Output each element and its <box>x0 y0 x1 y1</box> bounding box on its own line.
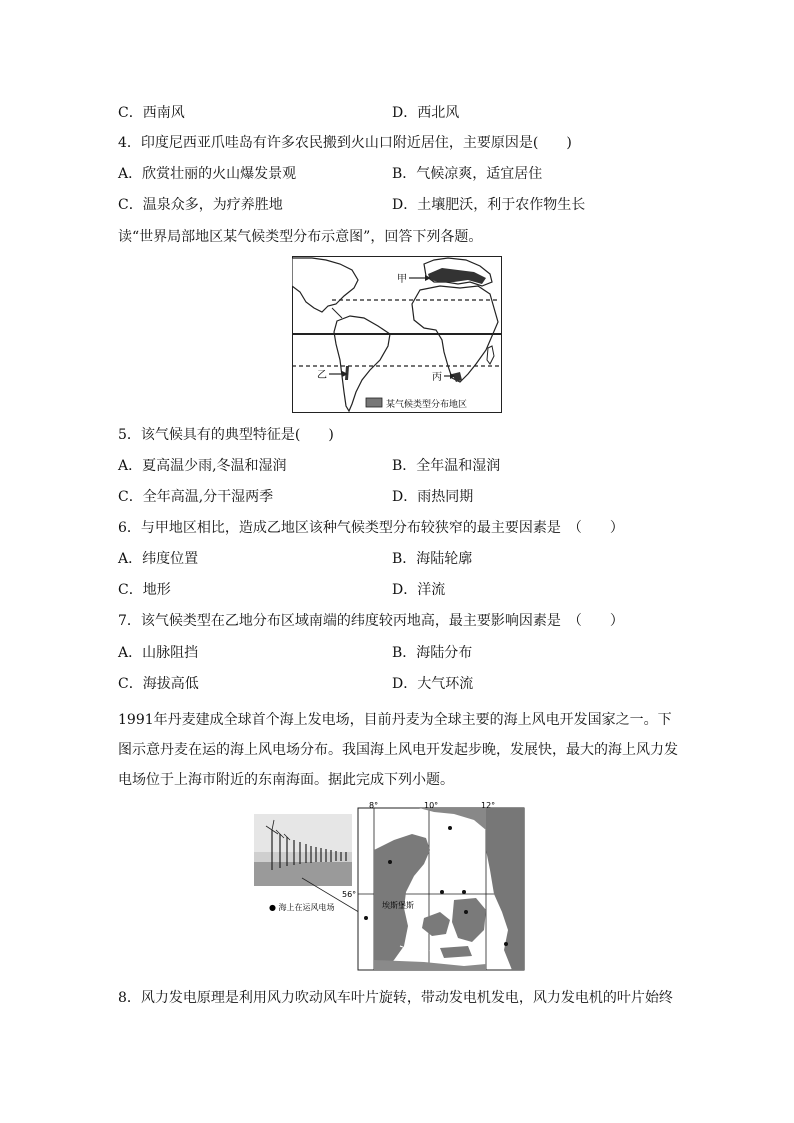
q4-stem: 4．印度尼西亚爪哇岛有许多农民搬到火山口附近居住，主要原因是( ) <box>118 135 572 151</box>
q5-option-d: D．雨热同期 <box>392 489 474 505</box>
q5-option-c: C．全年高温,分干湿两季 <box>118 489 274 505</box>
reading-intro-1: 读“世界局部地区某气候类型分布示意图”，回答下列各题。 <box>118 229 483 245</box>
legend-offshore-wind: ● 海上在运风电场 <box>269 903 335 912</box>
legend-swatch <box>366 398 382 407</box>
climate-map-figure <box>292 256 502 413</box>
q6-option-d: D．洋流 <box>392 582 446 598</box>
q3-option-d: D．西北风 <box>392 105 460 121</box>
q6-stem: 6．与甲地区相比，造成乙地区该种气候类型分布较狭窄的最主要因素是 （ ） <box>118 520 624 536</box>
city-label: 埃斯堡斯 <box>382 901 414 910</box>
denmark-map <box>358 808 524 970</box>
q7-option-c: C．海拔高低 <box>118 676 199 692</box>
q4-option-a: A．欣赏壮丽的火山爆发景观 <box>118 166 297 182</box>
q6-option-c: C．地形 <box>118 582 171 598</box>
lat-56: 56° <box>342 890 357 899</box>
lon-8: 8° <box>369 801 379 810</box>
q6-option-b: B．海陆轮廓 <box>392 551 473 567</box>
q5-stem: 5．该气候具有的典型特征是( ) <box>118 427 334 443</box>
q5-option-a: A．夏高温少雨,冬温和湿润 <box>118 458 287 474</box>
q4-option-c: C．温泉众多，为疗养胜地 <box>118 197 283 213</box>
q4-option-b: B．气候凉爽，适宜居住 <box>392 166 543 182</box>
label-jia: 甲 <box>397 274 407 285</box>
legend-text: 某气候类型分布地区 <box>386 400 468 410</box>
lon-10: 10° <box>424 801 439 810</box>
q3-option-c: C．西南风 <box>118 105 185 121</box>
denmark-wind-figure <box>254 800 526 972</box>
label-yi: 乙 <box>317 370 327 381</box>
wind-turbine-photo <box>254 814 352 886</box>
lon-12: 12° <box>481 801 496 810</box>
climate-map <box>292 256 502 413</box>
q7-option-b: B．海陆分布 <box>392 645 473 661</box>
q6-option-a: A．纬度位置 <box>118 551 199 567</box>
q5-option-b: B．全年温和湿润 <box>392 458 501 474</box>
reading-intro-2: 1991年丹麦建成全球首个海上发电场，目前丹麦为全球主要的海上风电开发国家之一。下图示意丹麦在运的海上风电场分布。我国海上风电开发起步晚，发展快，最大的海上风力发电场位于上海市附近的东南海面。据此完成下列小题。 <box>118 712 678 788</box>
q7-option-a: A．山脉阻挡 <box>118 645 199 661</box>
denmark-wind-map <box>254 800 526 972</box>
q4-option-d: D．土壤肥沃，利于农作物生长 <box>392 197 586 213</box>
q8-stem: 8．风力发电原理是利用风力吹动风车叶片旋转，带动发电机发电，风力发电机的叶片始终 <box>118 990 673 1006</box>
label-bing: 丙 <box>432 372 442 383</box>
q7-option-d: D．大气环流 <box>392 676 474 692</box>
q7-stem: 7．该气候类型在乙地分布区域南端的纬度较丙地高，最主要影响因素是 （ ） <box>118 613 624 629</box>
